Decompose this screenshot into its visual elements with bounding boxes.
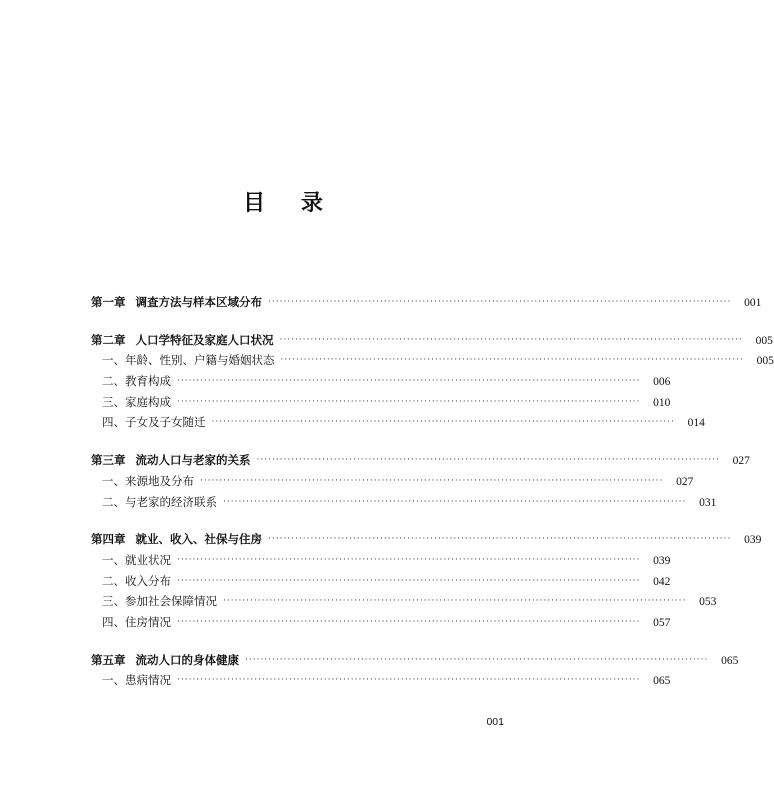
toc-section-title: 四、住房情况	[102, 614, 171, 629]
toc-chapter-title: 流动人口与老家的关系	[135, 453, 251, 468]
toc-leader-dots: ························································································································	[223, 596, 687, 607]
toc-page-number: 005	[755, 334, 773, 347]
toc-page-number: 001	[744, 297, 762, 309]
toc-section-title: 三、家庭构成	[102, 394, 171, 409]
toc-leader-dots: ························································································································	[256, 455, 720, 466]
toc-page-number: 039	[653, 554, 671, 567]
toc-chapter-number: 第三章	[91, 453, 126, 468]
toc-leader-dots: ························································································································	[177, 575, 641, 586]
toc-section-entry[interactable]	[91, 670, 671, 691]
toc-page-number: 057	[653, 616, 671, 629]
toc-section-entry[interactable]	[91, 412, 705, 433]
toc-chapter-number: 第二章	[91, 332, 126, 347]
toc-page-number: 031	[699, 496, 717, 509]
toc-section-title: 一、年龄、性别、户籍与婚姻状态	[102, 353, 275, 368]
toc-chapter	[91, 529, 762, 632]
toc-leader-dots: ························································································································	[223, 496, 687, 507]
toc-chapter-number: 第四章	[91, 532, 126, 547]
toc-section-entry[interactable]	[91, 492, 717, 513]
toc-leader-dots: ························································································································	[280, 355, 744, 366]
toc-chapter-label	[91, 292, 262, 313]
toc-leader-dots: ························································································································	[177, 675, 641, 686]
toc-chapter-number: 第五章	[91, 652, 126, 667]
toc-chapter-label	[91, 450, 251, 471]
toc-list	[91, 292, 774, 691]
toc-page-number: 006	[653, 376, 671, 389]
toc-leader-dots: ························································································································	[279, 334, 743, 345]
toc-section-entry[interactable]	[91, 571, 671, 592]
toc-section-title: 一、患病情况	[102, 673, 171, 688]
toc-chapter	[91, 450, 750, 512]
toc-page-number: 039	[744, 534, 762, 547]
toc-section-title: 四、子女及子女随迁	[102, 415, 206, 430]
toc-section-title: 二、教育构成	[102, 374, 171, 389]
toc-page-number: 014	[687, 417, 705, 430]
toc-leader-dots: ························································································································	[211, 417, 675, 428]
toc-section-title: 一、就业状况	[102, 552, 171, 567]
toc-section-title: 二、与老家的经济联系	[102, 494, 217, 509]
toc-section-title: 三、参加社会保障情况	[102, 594, 217, 609]
toc-chapter	[91, 292, 762, 313]
toc-chapter-label	[91, 529, 262, 550]
toc-leader-dots: ························································································································	[177, 376, 641, 387]
toc-leader-dots: ························································································································	[268, 534, 732, 545]
toc-page-number: 042	[653, 575, 671, 588]
toc-page-number: 065	[653, 675, 671, 688]
toc-section-entry[interactable]	[91, 612, 671, 633]
toc-chapter-label	[91, 650, 239, 671]
toc-leader-dots: ························································································································	[200, 475, 664, 486]
toc-leader-dots: ························································································································	[268, 297, 732, 307]
toc-page-number: 027	[676, 475, 694, 488]
toc-chapter-number: 第一章	[91, 295, 126, 309]
toc-page-number: 010	[653, 396, 671, 409]
toc-section-title: 二、收入分布	[102, 573, 171, 588]
page-number: 001	[486, 716, 504, 728]
toc-chapter	[91, 330, 774, 433]
toc-section-entry[interactable]	[91, 350, 774, 371]
toc-section-entry[interactable]	[91, 471, 694, 492]
toc-chapter-label	[91, 330, 274, 351]
toc-chapter	[91, 650, 739, 691]
toc-chapter-entry[interactable]	[91, 650, 739, 671]
toc-chapter-title: 人口学特征及家庭人口状况	[135, 332, 274, 347]
toc-section-entry[interactable]	[91, 392, 671, 413]
toc-chapter-title: 流动人口的身体健康	[135, 652, 239, 667]
toc-leader-dots: ························································································································	[177, 396, 641, 407]
toc-section-entry[interactable]	[91, 371, 671, 392]
toc-page-number: 005	[756, 355, 774, 368]
toc-chapter-entry[interactable]	[91, 529, 762, 550]
toc-leader-dots: ························································································································	[245, 654, 709, 665]
toc-title: 目 录	[243, 190, 337, 216]
toc-chapter-entry[interactable]	[91, 330, 773, 351]
toc-chapter-entry[interactable]	[91, 292, 762, 313]
toc-section-entry[interactable]	[91, 591, 717, 612]
toc-leader-dots: ························································································································	[177, 616, 641, 627]
toc-section-title: 一、来源地及分布	[102, 473, 194, 488]
toc-chapter-title: 就业、收入、社保与住房	[135, 532, 262, 547]
toc-chapter-entry[interactable]	[91, 450, 750, 471]
toc-section-entry[interactable]	[91, 550, 671, 571]
toc-page-number: 027	[732, 455, 750, 468]
toc-page-number: 065	[721, 654, 739, 667]
toc-page-number: 053	[699, 596, 717, 609]
toc-chapter-title: 调查方法与样本区域分布	[135, 295, 262, 309]
toc-leader-dots: ························································································································	[177, 554, 641, 565]
